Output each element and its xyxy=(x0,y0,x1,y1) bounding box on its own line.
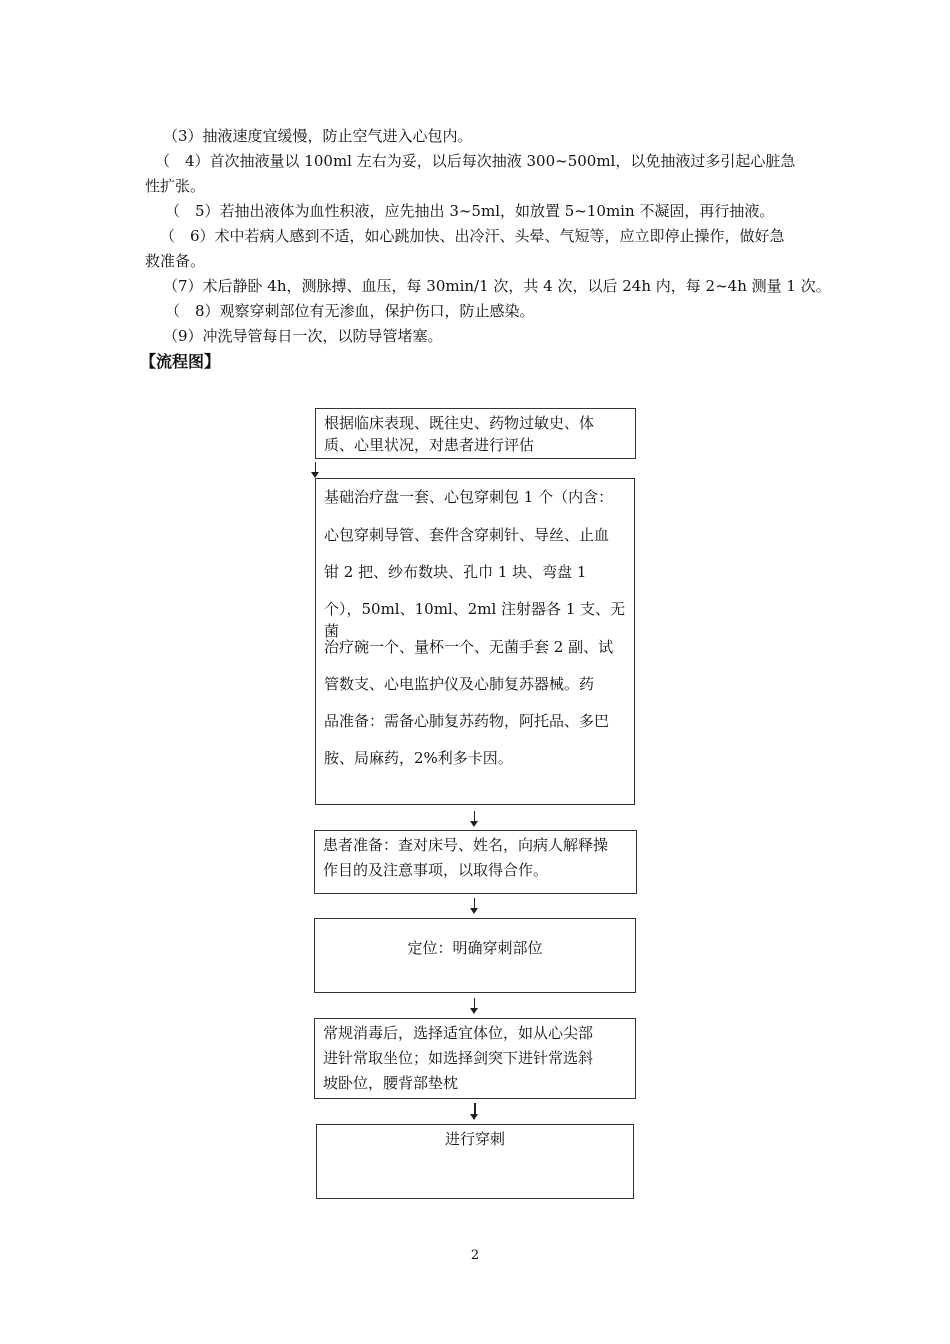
flow-step-disinfection-line: 常规消毒后，选择适宜体位，如从心尖部 xyxy=(323,1024,594,1042)
note-line-3: （3）抽液速度宜缓慢，防止空气进入心包内。 xyxy=(163,127,473,145)
flow-step-supplies-line: 个），50ml、10ml、2ml 注射器各 1 支、无菌 xyxy=(324,600,626,640)
flow-step-supplies-line: 管数支、心电监护仪及心肺复苏器械。药 xyxy=(324,675,595,693)
note-line-5: （ 5）若抽出液体为血性积液，应先抽出 3~5ml，如放置 5~10min 不凝固，再行抽液。 xyxy=(165,202,775,220)
flow-arrow xyxy=(470,1103,480,1120)
flow-step-assessment xyxy=(315,408,636,459)
note-line-8: （ 8）观察穿刺部位有无渗血，保护伤口，防止感染。 xyxy=(165,302,535,320)
flow-arrow xyxy=(470,811,480,827)
flow-step-patient-prep-line: 作目的及注意事项，以取得合作。 xyxy=(323,861,549,879)
flow-step-disinfection-line: 进针常取坐位；如选择剑突下进针常选斜 xyxy=(323,1049,594,1067)
flow-step-supplies-line: 品准备：需备心肺复苏药物，阿托品、多巴 xyxy=(324,712,610,730)
flow-arrow xyxy=(470,898,480,914)
flow-step-supplies-line: 钳 2 把、纱布数块、孔巾 1 块、弯盘 1 xyxy=(324,563,587,581)
flow-step-puncture-text: 进行穿刺 xyxy=(444,1130,505,1148)
note-line-9: （9）冲洗导管每日一次，以防导管堵塞。 xyxy=(163,327,443,345)
flow-arrow xyxy=(311,462,321,478)
section-title: 【流程图】 xyxy=(140,352,221,371)
flow-step-supplies-line: 心包穿刺导管、套件含穿刺针、导丝、止血 xyxy=(324,526,610,544)
flow-step-supplies xyxy=(315,478,635,805)
flow-step-supplies-line: 基础治疗盘一套、心包穿刺包 1 个（内含： xyxy=(324,488,614,506)
note-line-4b: 性扩张。 xyxy=(145,177,206,195)
flow-step-patient-prep xyxy=(314,830,637,894)
flow-step-positioning-text: 定位：明确穿刺部位 xyxy=(407,939,543,957)
flow-step-patient-prep-line: 患者准备：查对床号、姓名，向病人解释操 xyxy=(323,836,609,854)
flow-step-positioning xyxy=(314,918,636,993)
flow-step-supplies-line: 胺、局麻药，2%利多卡因。 xyxy=(324,749,513,767)
note-line-4a: （ 4）首次抽液量以 100ml 左右为妥，以后每次抽液 300~500ml，以免抽液过多引起心脏急 xyxy=(155,152,796,170)
page-number: 2 xyxy=(470,1248,480,1263)
flow-step-assessment-line: 根据临床表现、既往史、药物过敏史、体 xyxy=(324,414,595,432)
note-line-6b: 救准备。 xyxy=(145,252,206,270)
flow-arrow xyxy=(470,998,480,1014)
flow-step-disinfection xyxy=(314,1018,636,1099)
flow-step-assessment-line: 质、心里状况，对患者进行评估 xyxy=(324,436,535,454)
flow-step-supplies-line: 治疗碗一个、量杯一个、无菌手套 2 副、试 xyxy=(324,638,614,656)
flow-step-disinfection-line: 坡卧位，腰背部垫枕 xyxy=(323,1074,459,1092)
note-line-7: （7）术后静卧 4h，测脉搏、血压，每 30min/1 次，共 4 次，以后 24h 内，每 2~4h 测量 1 次。 xyxy=(163,277,831,295)
flow-step-puncture xyxy=(316,1124,634,1199)
note-line-6a: （ 6）术中若病人感到不适，如心跳加快、出冷汗、头晕、气短等，应立即停止操作，做好急 xyxy=(160,227,785,245)
